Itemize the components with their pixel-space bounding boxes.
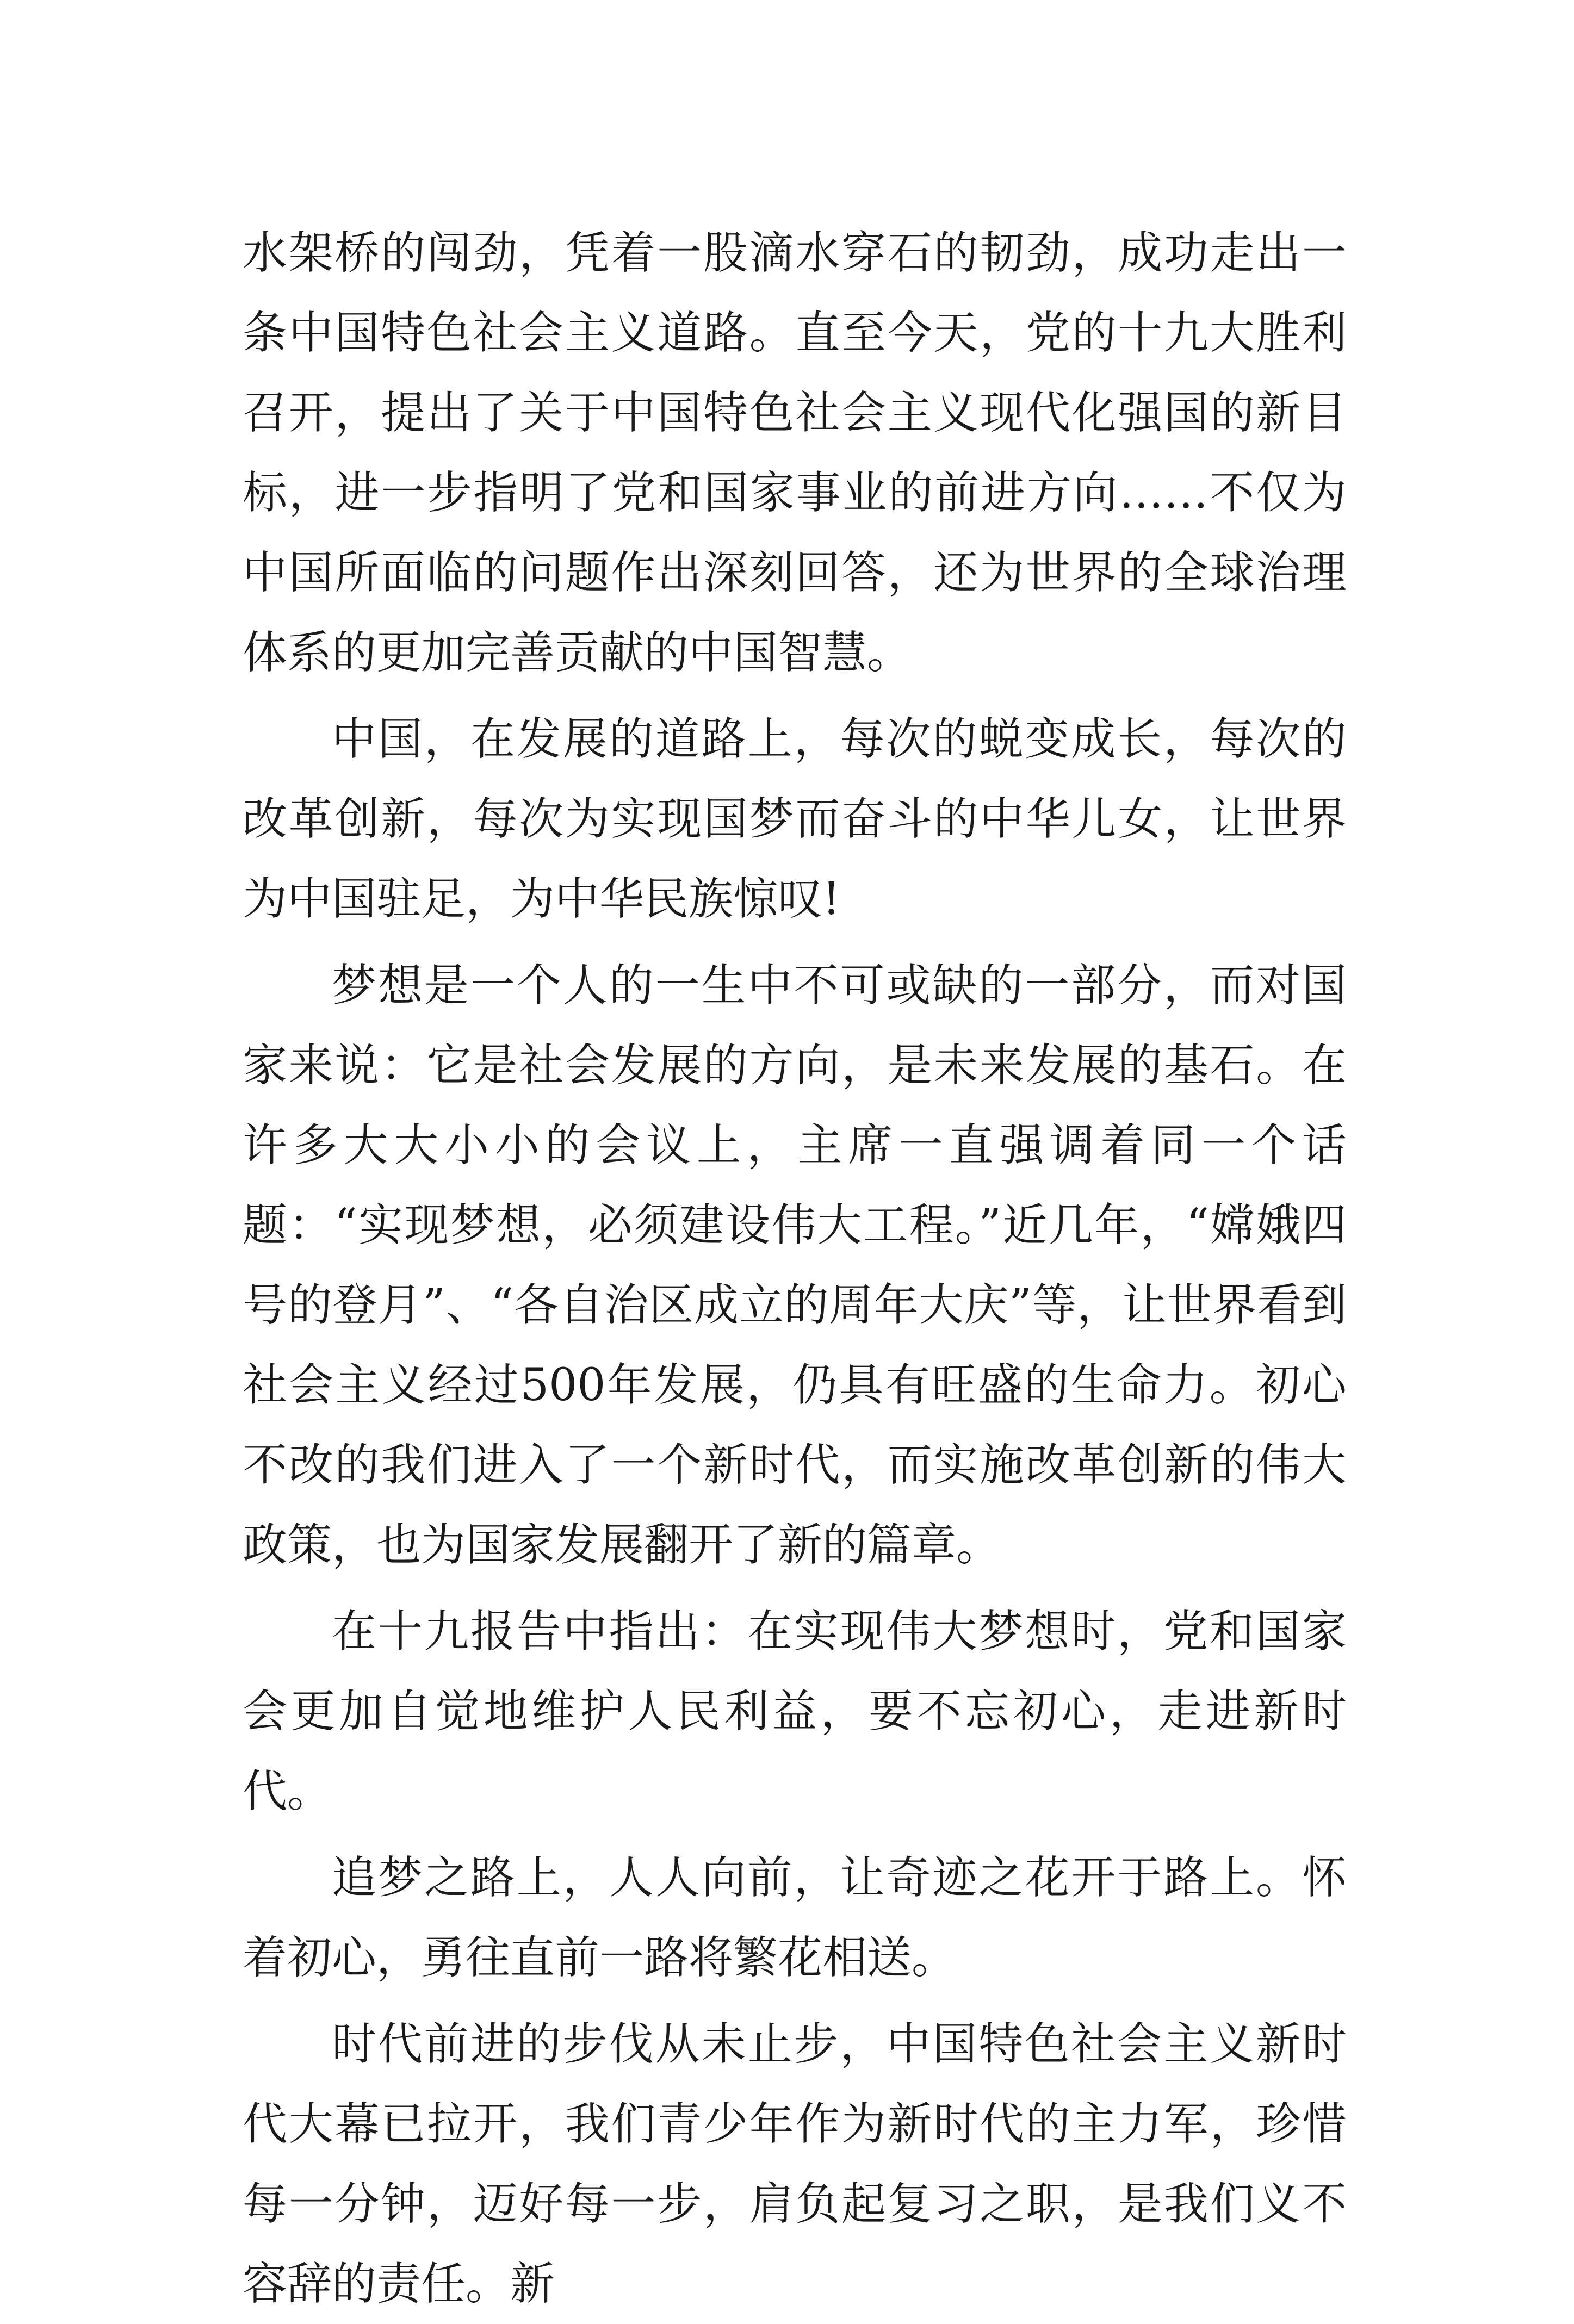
paragraph: 梦想是一个人的一生中不可或缺的一部分，而对国家来说：它是社会发展的方向，是未来发展的基石。在许多大大小小的会议上，主席一直强调着同一个话题：“实现梦想，必须建设伟大工程。”近几年，“嫦娥四号的登月”、“各自治区成立的周年大庆”等，让世界看到社会主义经过500年发展，仍具有旺盛的生命力。初心不改的我们进入了一个新时代，而实施改革创新的伟大政策，也为国家发展翻开了新的篇章。 [243, 960, 1347, 1571]
paragraph: 在十九报告中指出：在实现伟大梦想时，党和国家会更加自觉地维护人民利益，要不忘初心，走进新时代。 [243, 1606, 1347, 1817]
paragraph-continued: 水架桥的闯劲，凭着一股滴水穿石的韧劲，成功走出一条中国特色社会主义道路。直至今天，党的十九大胜利召开，提出了关于中国特色社会主义现代化强国的新目标，进一步指明了党和国家事业的前进方向……不仅为中国所面临的问题作出深刻回答，还为世界的全球治理体系的更加完善贡献的中国智慧。 [243, 227, 1347, 679]
document-body [243, 213, 1347, 2324]
paragraph: 时代前进的步伐从未止步，中国特色社会主义新时代大幕已拉开，我们青少年作为新时代的主力军，珍惜每一分钟，迈好每一步，肩负起复习之职，是我们义不容辞的责任。新 [243, 2018, 1347, 2310]
paragraph: 追梦之路上，人人向前，让奇迹之花开于路上。怀着初心，勇往直前一路将繁花相送。 [243, 1852, 1347, 1984]
paragraph: 中国，在发展的道路上，每次的蜕变成长，每次的改革创新，每次为实现国梦而奋斗的中华儿女，让世界为中国驻足，为中华民族惊叹! [243, 713, 1347, 925]
